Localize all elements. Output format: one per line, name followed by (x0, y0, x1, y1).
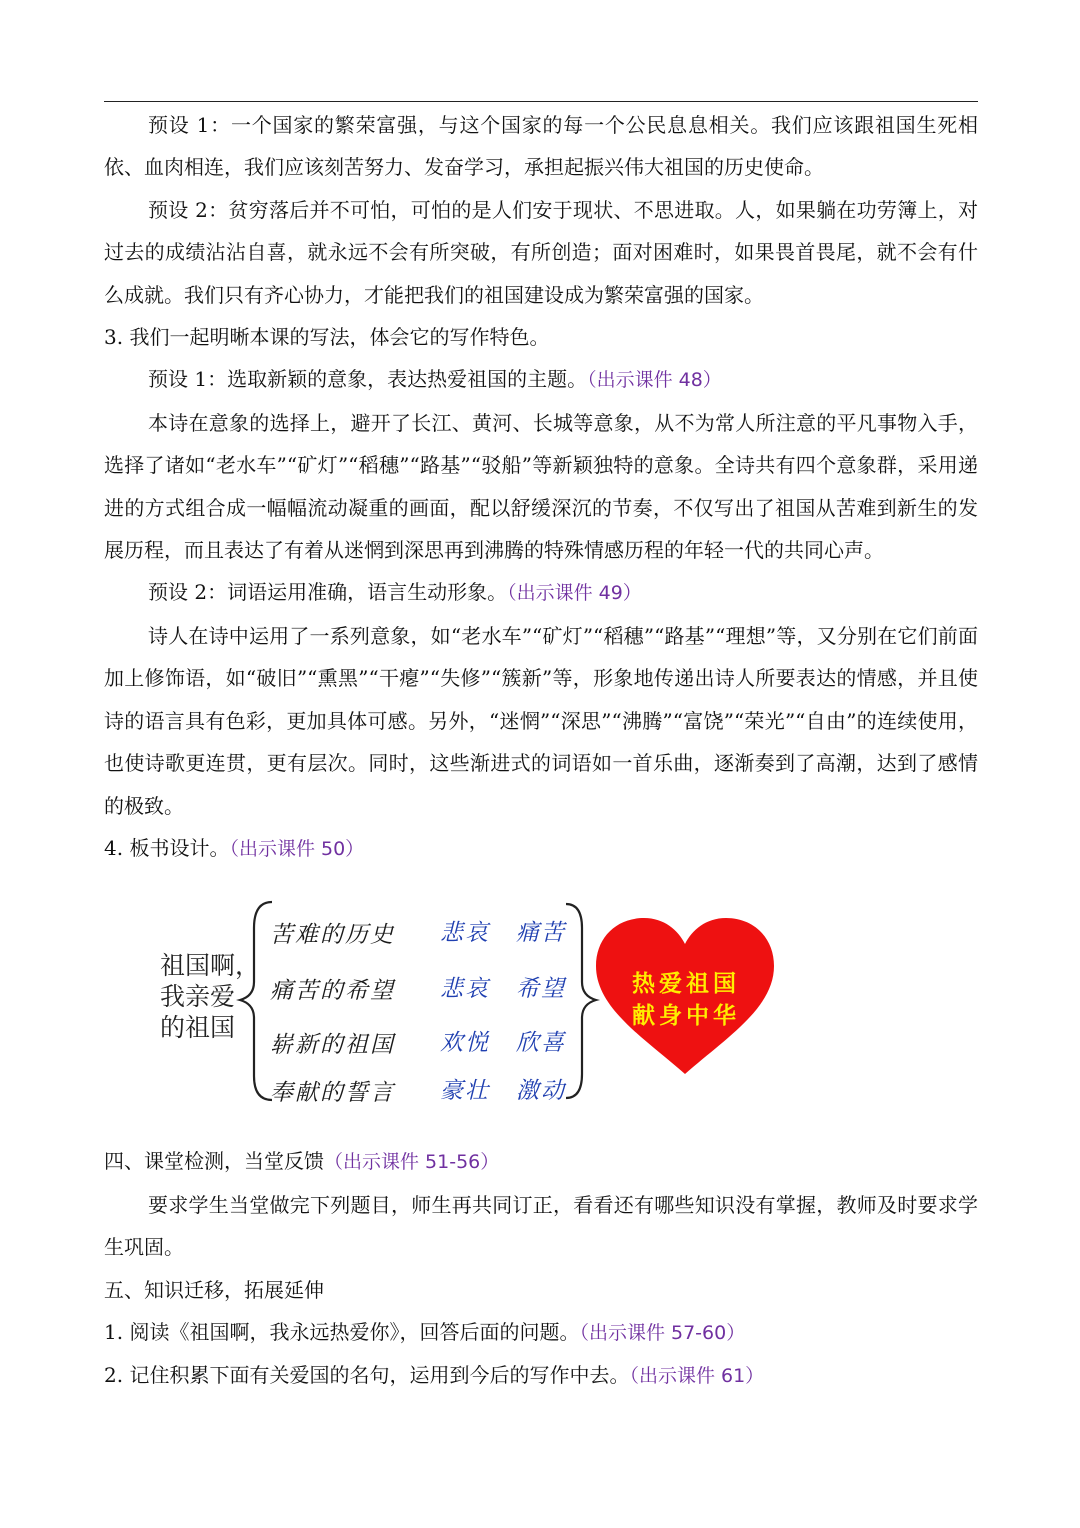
courseware-ref: （出示课件 51-56） (324, 1151, 500, 1174)
preset-3-1-text: 预设 1：选取新颖的意象，表达热爱祖国的主题。 (148, 367, 588, 392)
courseware-ref: （出示课件 48） (587, 369, 722, 392)
item-5-2 (104, 1354, 978, 1397)
preset-3-2 (104, 571, 978, 614)
board-row-word: 豪壮 (440, 1078, 490, 1105)
paragraph-wording: 诗人在诗中运用了一系列意象，如“老水车”“矿灯”“稻穗”“路基”“理想”等，又分别在它们前面加上修饰语，如“破旧”“熏黑”“干瘪”“失修”“簇新”等，形象地传递出诗人所要表达的情感，并且使诗的语言具有色彩，更加具体可感。另外，“迷惘”“深思”“沸腾”“富饶”“荣光”“自由”的连续使用，也使诗歌更连贯，更有层次。同时，这些渐进式的词语如一首乐曲，逐渐奏到了高潮，达到了感情的极致。 (104, 623, 978, 818)
board-row-label: 苦难的历史 (270, 922, 395, 949)
item-5-1 (104, 1311, 978, 1354)
section-5-heading: 五、知识迁移，拓展延伸 (104, 1277, 324, 1302)
item-5-1-text: 1. 阅读《祖国啊，我永远热爱你》，回答后面的问题。 (104, 1319, 580, 1344)
right-brace (566, 904, 596, 1098)
item-3-heading: 3. 我们一起明晰本课的写法，体会它的写作特色。 (104, 325, 550, 350)
document-body (104, 104, 978, 1398)
heart-caption (620, 968, 752, 1032)
heart-line: 献身中华 (632, 1003, 740, 1030)
board-row-word: 激动 (516, 1078, 566, 1105)
blackboard-design (104, 870, 978, 1140)
board-row-word: 欣喜 (516, 1030, 566, 1057)
courseware-ref: （出示课件 50） (229, 837, 365, 860)
board-row-label: 崭新的祖国 (270, 1032, 395, 1059)
item-4-heading (104, 827, 978, 870)
preset-3-2-text: 预设 2：词语运用准确，语言生动形象。 (148, 580, 508, 605)
section-4-paragraph: 要求学生当堂做完下列题目，师生再共同订正，看看还有哪些知识没有掌握，教师及时要求学生巩固。 (104, 1192, 978, 1260)
board-row-word: 欢悦 (440, 1030, 490, 1057)
courseware-ref: （出示课件 57-60） (579, 1321, 746, 1344)
paragraph-preset-1: 预设 1：一个国家的繁荣富强，与这个国家的每一个公民息息相关。我们应该跟祖国生死相依、血肉相连，我们应该刻苦努力、发奋学习，承担起振兴伟大祖国的历史使命。 (104, 113, 978, 180)
left-brace (240, 902, 272, 1100)
board-root-line: 我亲爱 (160, 982, 236, 1012)
courseware-ref: （出示课件 61） (629, 1365, 765, 1388)
board-row-word: 悲哀 (440, 976, 490, 1003)
item-5-2-text: 2. 记住积累下面有关爱国的名句，运用到今后的写作中去。 (104, 1363, 630, 1388)
section-4-heading (104, 1140, 978, 1183)
board-row-word: 希望 (516, 976, 566, 1003)
preset-3-1 (104, 358, 978, 401)
heart-line: 热爱祖国 (632, 971, 740, 998)
board-root-line: 祖国啊， (160, 951, 261, 981)
courseware-ref: （出示课件 49） (507, 582, 642, 605)
item-4-text: 4. 板书设计。 (104, 835, 230, 860)
section-4-text: 四、课堂检测，当堂反馈 (104, 1149, 324, 1174)
board-row-label: 痛苦的希望 (270, 978, 395, 1005)
board-row-label: 奉献的誓言 (270, 1080, 395, 1107)
board-row-word: 悲哀 (440, 920, 490, 947)
board-row-word: 痛苦 (516, 920, 566, 947)
header-rule (104, 101, 978, 102)
board-root-line: 的祖国 (160, 1013, 236, 1043)
paragraph-preset-2: 预设 2：贫穷落后并不可怕，可怕的是人们安于现状、不思进取。人，如果躺在功劳簿上，对过去的成绩沾沾自喜，就永远不会有所突破，有所创造；面对困难时，如果畏首畏尾，就不会有什么成就。我们只有齐心协力，才能把我们的祖国建设成为繁荣富强的国家。 (104, 197, 978, 307)
paragraph-imagery: 本诗在意象的选择上，避开了长江、黄河、长城等意象，从不为常人所注意的平凡事物入手，选择了诸如“老水车”“矿灯”“稻穗”“路基”“驳船”等新颖独特的意象。全诗共有四个意象群，采用递进的方式组合成一幅幅流动凝重的画面，配以舒缓深沉的节奏，不仅写出了祖国从苦难到新生的发展历程，而且表达了有着从迷惘到深思再到沸腾的特殊情感历程的年轻一代的共同心声。 (104, 410, 978, 563)
